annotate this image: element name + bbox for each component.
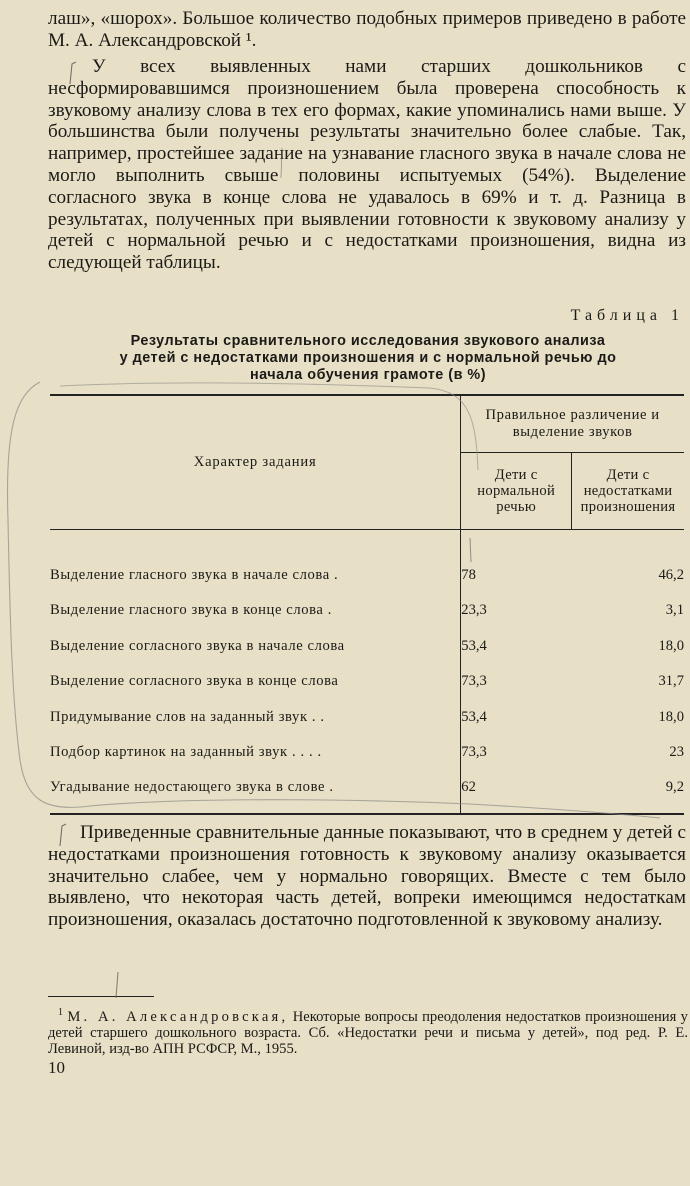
table-title (48, 333, 688, 383)
normal-value-cell: 73,3 (461, 664, 572, 700)
task-cell: Придумывание слов на заданный звук . . (50, 708, 325, 725)
task-cell: Выделение гласного звука в начале слова . (50, 567, 339, 583)
footnote-text: Некоторые вопросы преодоления недостатков произношения у детей старшего дошкольного возраста. Сб. «Недостатки речи и письма у детей», под ред. Р. Е. Левиной, изд-во АПН РСФСР, М., 1955. (48, 1008, 688, 1057)
table-title-line: Результаты сравнительного исследования звукового анализа (130, 333, 606, 349)
column-header-defect: Дети с недостатками произношения (572, 453, 684, 530)
table-label: Таблица 1 (570, 307, 684, 324)
table-row (50, 735, 684, 771)
defect-value-cell: 18,0 (658, 708, 684, 725)
defect-value-cell: 46,2 (658, 567, 684, 583)
task-cell: Подбор картинок на заданный звук . . . . (50, 744, 322, 761)
task-cell: Выделение согласного звука в начале слова (50, 637, 345, 654)
table-title-line: у детей с недостатками произношения и с нормальной речью до (119, 349, 617, 366)
defect-value-cell: 9,2 (572, 771, 684, 814)
defect-value-cell: 18,0 (658, 637, 684, 654)
paragraph-findings: У всех выявленных нами старших дошкольников с несформировавшимся произношением была проверена способность к звуковому анализу слова в тех его формах, какие упоминались нами выше. У большинства были получены результаты значительно более слабые. Так, например, простейшее задание на узнавание гласного звука в начале слова не могло выполнить свыше половины испытуемых (54%). Выделение согласного звука в конце слова не удавалось в 69% и т. д. Разница в результатах, полученных при выявлении готовности к звуковому анализу у детей с нормальной речью и с недостатками произношения, видна из следующей таблицы. (48, 56, 686, 274)
page-number: 10 (48, 1058, 65, 1077)
defect-value-cell: 31,7 (658, 673, 684, 690)
paragraph-intro: лаш», «шорох». Большое количество подобных примеров приведено в работе М. А. Александровской ¹. (48, 8, 686, 51)
column-header-normal: Дети с нормальной речью (461, 453, 572, 530)
normal-value-cell: 53,4 (461, 629, 572, 665)
table-row (50, 771, 684, 814)
task-cell: Выделение гласного звука в конце слова . (50, 602, 333, 619)
footnote-divider (48, 996, 154, 997)
footnote (48, 1005, 688, 1057)
defect-value-cell: 23 (669, 744, 684, 761)
normal-value-cell: 23,3 (461, 593, 572, 629)
table-row (50, 629, 684, 665)
task-cell: Выделение согласного звука в конце слова (50, 673, 339, 690)
results-table (50, 394, 684, 815)
table-row (50, 530, 684, 594)
paragraph-conclusion: Приведенные сравнительные данные показывают, что в среднем у детей с недостатками произношения готовность к звуковому анализу оказывается значительно слабее, чем у нормально говорящих. Вместе с тем было выявлено, что некоторая часть детей, вопреки имеющимся недостаткам произношения, оказалась достаточно подготовленной к звуковому анализу. (48, 822, 686, 931)
table-row (50, 700, 684, 736)
table-title-line: начала обучения грамоте (в %) (249, 366, 487, 383)
task-cell: Угадывание недостающего звука в слове . (50, 771, 461, 814)
pencil-vertical-mark (116, 972, 118, 998)
footnote-marker: 1 (58, 1007, 63, 1018)
table-row (50, 664, 684, 700)
footnote-author: М. А. Александровская, (67, 1008, 289, 1025)
column-group-header: Правильное различение и выделение звуков (461, 395, 684, 453)
normal-value-cell: 73,3 (461, 735, 572, 771)
column-header-task: Характер задания (50, 395, 461, 530)
normal-value-cell: 53,4 (461, 700, 572, 736)
normal-value-cell: 78 (461, 530, 572, 594)
normal-value-cell: 62 (461, 771, 572, 814)
table-row (50, 593, 684, 629)
defect-value-cell: 3,1 (665, 602, 684, 619)
